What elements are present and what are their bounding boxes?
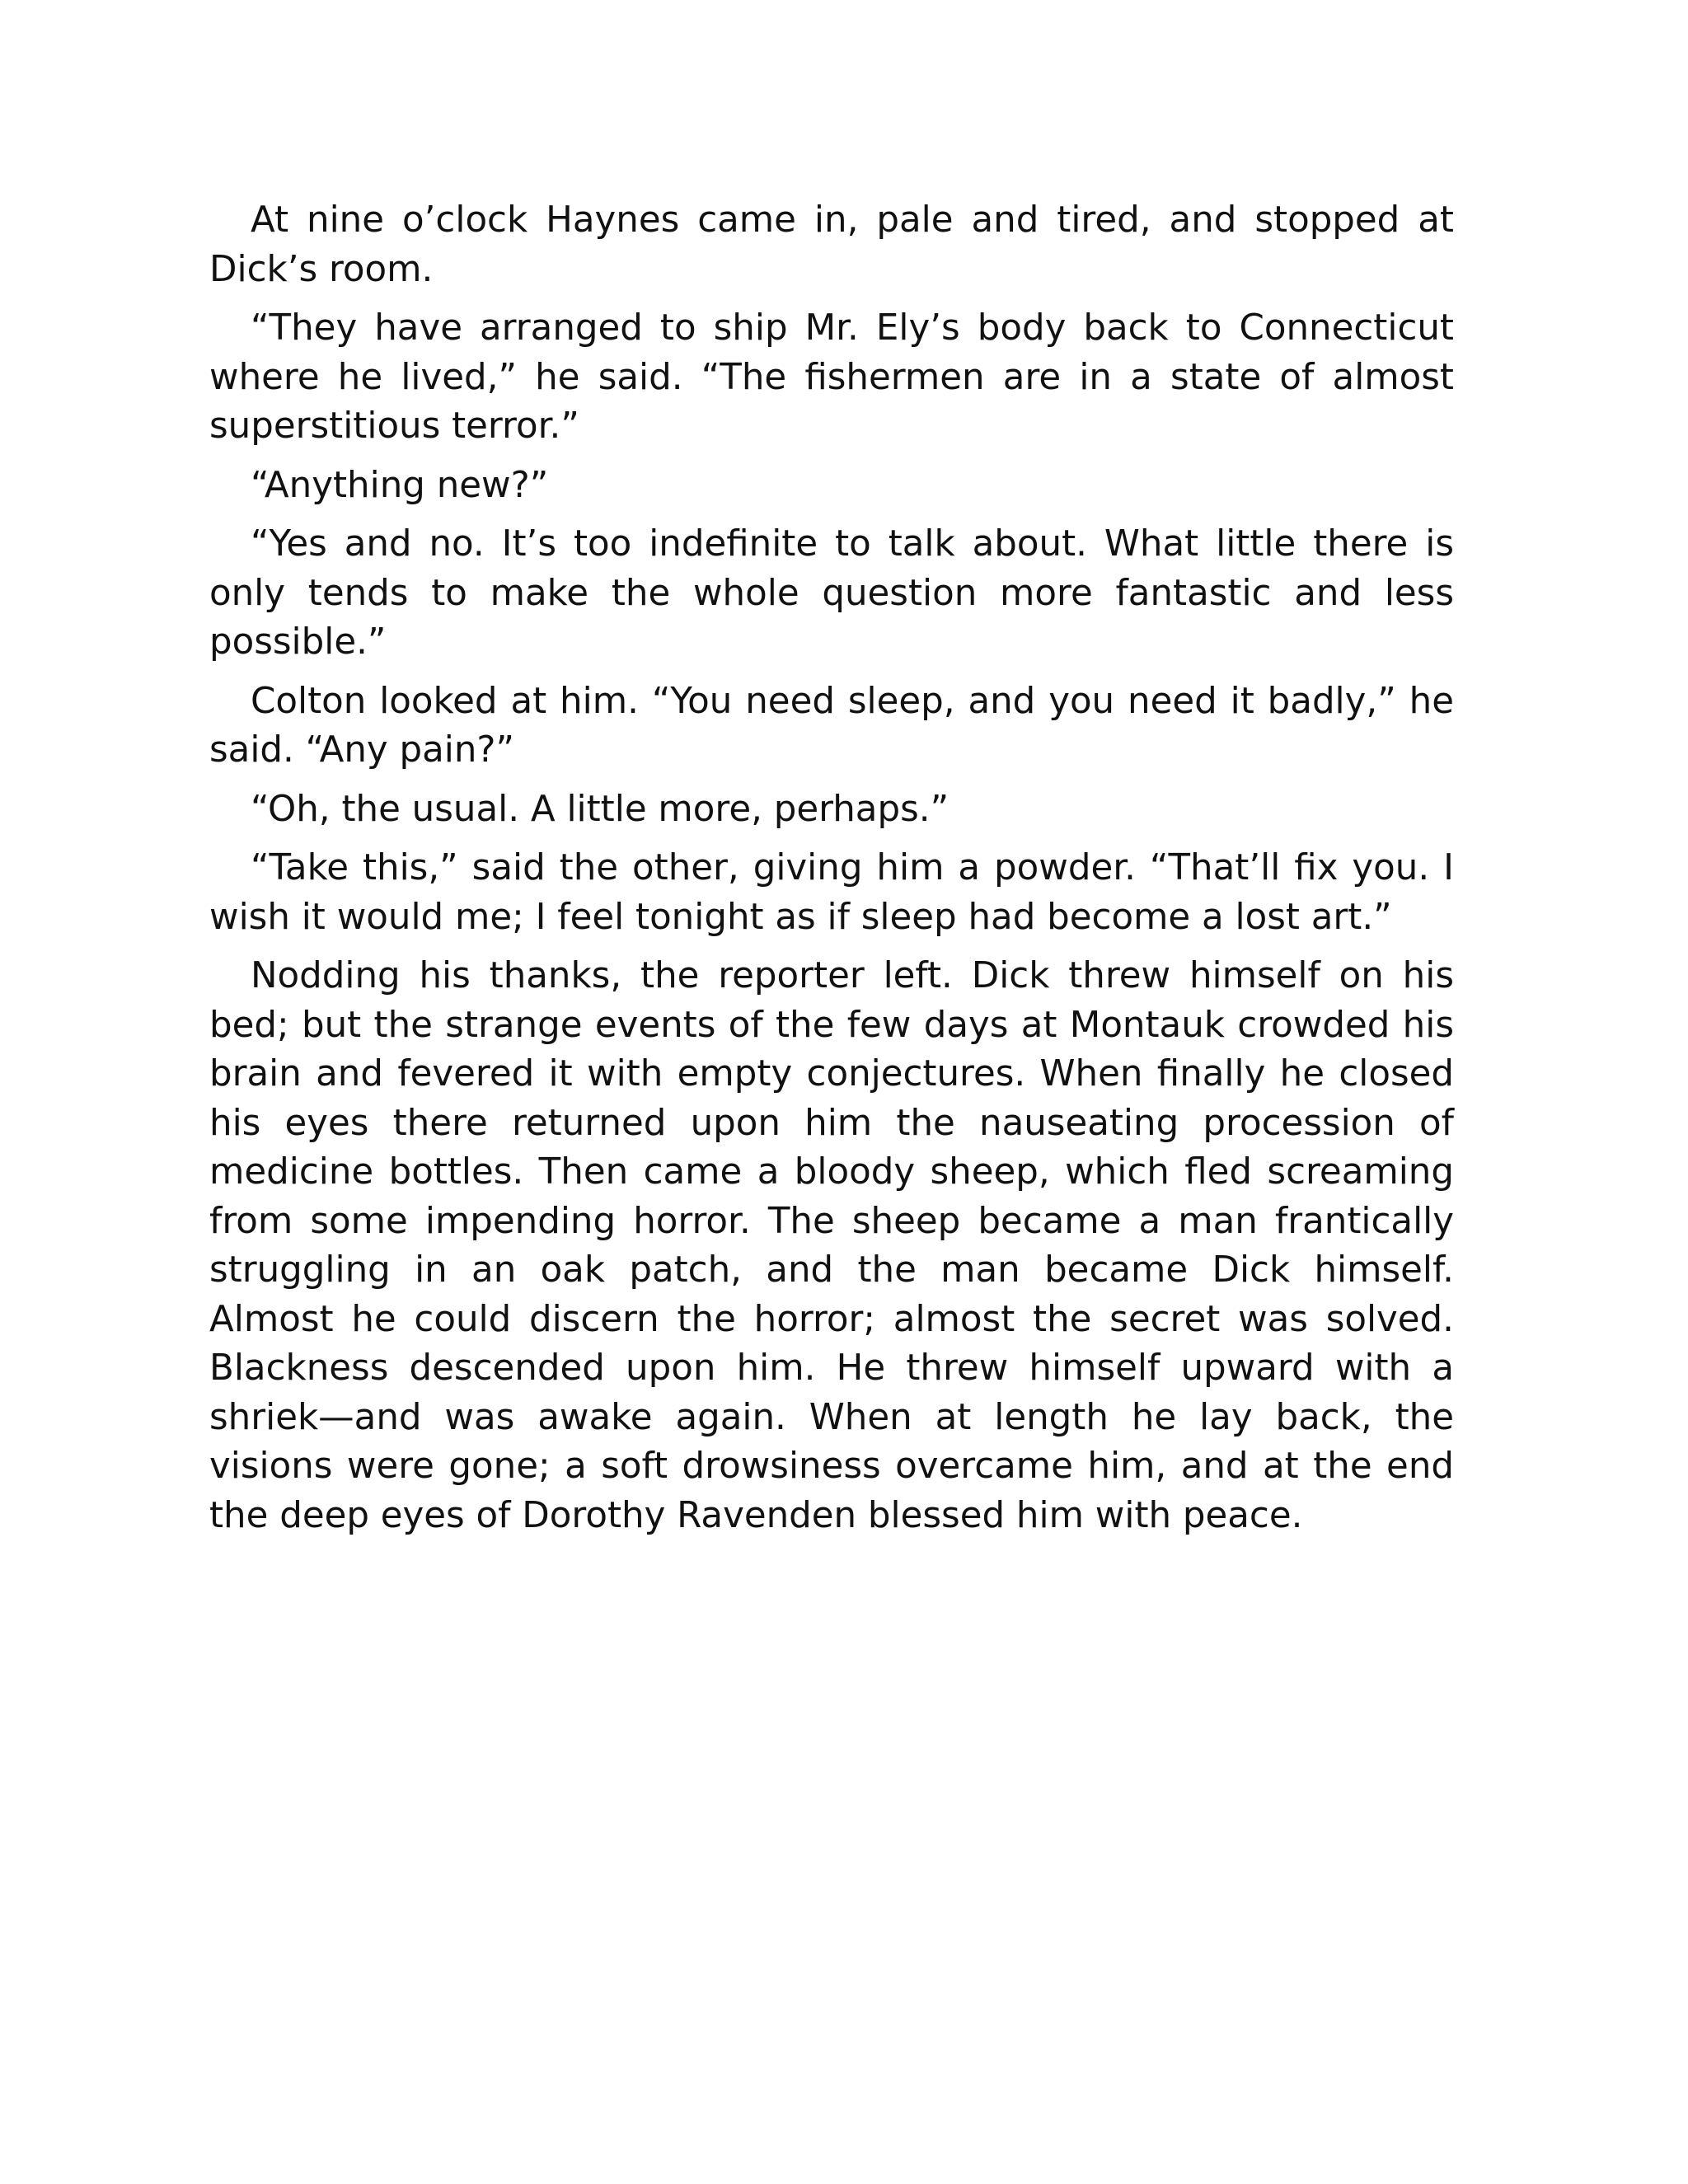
paragraph-1: At nine o’clock Haynes came in, pale and tired, and stopped at Dick’s room.: [209, 199, 1454, 290]
paragraph-8: Nodding his thanks, the reporter left. Dick threw himself on his bed; but the strange events of the few days at Montauk crowded his brain and fevered it with empty conjectures. When finally he closed his eyes there returned upon him the nauseating procession of medicine bottles. Then came a bloody sheep, which fled screaming from some impending horror. The sheep became a man frantically struggling in an oak patch, and the man became Dick himself. Almost he could discern the horror; almost the secret was solved. Blackness descended upon him. He threw himself upward with a shriek—and was awake again. When at length he lay back, the visions were gone; a soft drowsiness overcame him, and at the end the deep eyes of Dorothy Ravenden blessed him with peace.: [209, 955, 1454, 1536]
paragraph-5: Colton looked at him. “You need sleep, and you need it badly,” he said. “Any pain?”: [209, 680, 1454, 771]
body-text: [209, 196, 1454, 1550]
paragraph-6: “Oh, the usual. A little more, perhaps.”: [251, 788, 950, 830]
paragraph-7: “Take this,” said the other, giving him a powder. “That’ll fix you. I wish it would me; I feel tonight as if sleep had become a lost art.”: [209, 847, 1454, 938]
paragraph-4: “Yes and no. It’s too indefinite to talk about. What little there is only tends to make the whole question more fantastic and less possible.”: [209, 523, 1454, 663]
paragraph-2: “They have arranged to ship Mr. Ely’s body back to Connecticut where he lived,” he said. “The fishermen are in a state of almost superstitious terror.”: [209, 307, 1454, 447]
paragraph-3: “Anything new?”: [251, 464, 549, 506]
